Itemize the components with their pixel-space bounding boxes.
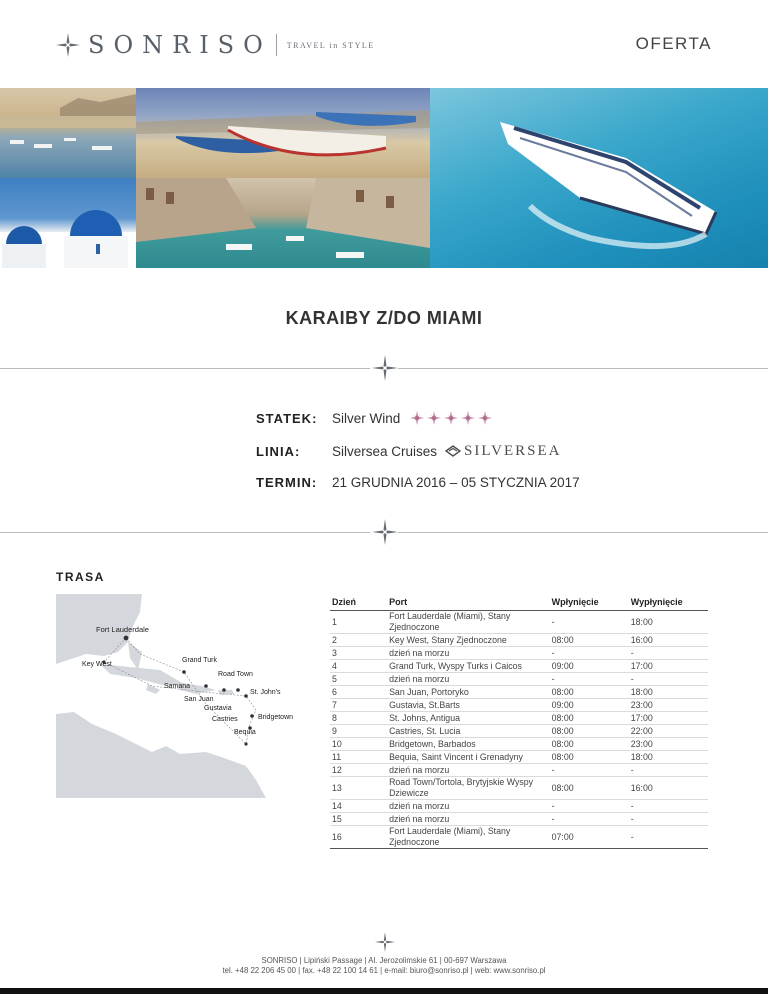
map-port-marker (250, 714, 254, 718)
offer-label: OFERTA (635, 34, 712, 53)
table-row (330, 725, 708, 738)
cell-arrival: - (551, 764, 555, 775)
rating-star-icon (461, 411, 475, 425)
ship-label: STATEK: (256, 410, 318, 426)
cell-departure: - (630, 764, 634, 775)
section-divider (0, 354, 768, 384)
cell-day: 4 (332, 660, 337, 671)
route-section-title: TRASA (56, 570, 105, 584)
brand-name: SONRISO (88, 31, 272, 59)
cell-day: 8 (332, 712, 337, 723)
compass-star-icon (56, 33, 80, 57)
cell-arrival: 08:00 (551, 686, 574, 697)
cell-day: 16 (332, 831, 342, 842)
map-port-marker (244, 742, 247, 745)
term-row (256, 471, 580, 493)
cell-port: dzień na morzu (389, 647, 450, 658)
table-row (330, 813, 708, 826)
table-row (330, 673, 708, 686)
silversea-mark-icon (445, 445, 461, 457)
cell-port: Fort Lauderdale (Miami), Stany Zjednoczone (389, 611, 511, 632)
page-header (0, 0, 768, 88)
fishing-boats-photo (136, 88, 430, 178)
cell-day: 9 (332, 725, 337, 736)
cell-arrival: 08:00 (551, 634, 574, 645)
line-value: Silversea Cruises (332, 443, 438, 459)
cell-arrival: 07:00 (551, 831, 574, 842)
cell-arrival: - (551, 813, 555, 824)
cell-day: 7 (332, 699, 337, 710)
cell-day: 11 (332, 751, 342, 762)
cell-departure: 18:00 (630, 686, 653, 697)
line-label: LINIA: (256, 443, 301, 459)
map-label-castries: Castries (212, 716, 238, 723)
table-row (330, 751, 708, 764)
cell-arrival: 09:00 (551, 699, 574, 710)
cell-day: 1 (332, 616, 337, 627)
ship-rating (410, 411, 495, 425)
table-row (330, 712, 708, 725)
cell-port: San Juan, Portoryko (389, 686, 469, 697)
cell-departure: - (630, 813, 634, 824)
rating-star-icon (478, 411, 492, 425)
map-label-samana: Samana (164, 683, 191, 690)
cell-port: St. Johns, Antigua (389, 712, 460, 723)
cell-arrival: 09:00 (551, 660, 574, 671)
footer-contact: tel. +48 22 206 45 00 | fax. +48 22 100 14 61 | e-mail: biuro@sonriso.pl | web: www.sonriso.pl (222, 966, 546, 975)
map-port-marker (222, 688, 226, 692)
rating-star-icon (410, 411, 424, 425)
column-header-departure: Wypłynięcie (629, 596, 708, 611)
cell-arrival: - (551, 616, 555, 627)
table-row (330, 634, 708, 647)
table-row (330, 611, 708, 634)
cell-port: Road Town/Tortola, Brytyjskie Wyspy Dziewicze (389, 777, 534, 798)
map-port-marker (236, 688, 240, 692)
cell-departure: 18:00 (630, 751, 653, 762)
cell-arrival: - (551, 800, 555, 811)
cell-day: 10 (332, 738, 342, 749)
map-label-fort-lauderdale: Fort Lauderdale (96, 625, 149, 634)
footer-address: SONRISO | Lipiński Passage | Al. Jerozolimskie 61 | 00-697 Warszawa (261, 956, 507, 965)
cell-arrival: - (551, 647, 555, 658)
logo-divider (276, 34, 277, 56)
cell-arrival: 08:00 (551, 782, 574, 793)
cell-departure: - (630, 831, 634, 842)
cell-port: dzień na morzu (389, 673, 450, 684)
photo-collage (0, 88, 768, 268)
table-row (330, 826, 708, 849)
cell-departure: 18:00 (630, 616, 653, 627)
table-row (330, 764, 708, 777)
cruise-ship-photo (430, 88, 768, 268)
ship-row (256, 407, 495, 429)
column-header-day: Dzień (330, 596, 387, 611)
column-header-port: Port (387, 596, 550, 611)
map-label-san-juan: San Juan (184, 696, 214, 703)
itinerary-table (330, 596, 708, 849)
cell-port: dzień na morzu (389, 764, 450, 775)
cell-day: 5 (332, 673, 337, 684)
map-label-road-town: Road Town (218, 671, 253, 678)
table-row (330, 647, 708, 660)
term-value: 21 GRUDNIA 2016 – 05 STYCZNIA 2017 (332, 474, 580, 490)
table-row (330, 738, 708, 751)
silversea-wordmark: SILVERSEA (464, 442, 562, 459)
cell-day: 2 (332, 634, 337, 645)
cell-day: 3 (332, 647, 337, 658)
cell-departure: 16:00 (630, 634, 653, 645)
page-footer (0, 956, 768, 976)
silversea-logo (445, 443, 561, 460)
cell-arrival: 08:00 (551, 738, 574, 749)
table-header-row (330, 596, 708, 611)
santorini-photo (0, 178, 136, 268)
map-label-st-johns: St. John's (250, 689, 281, 696)
footer-bar (0, 988, 768, 994)
rating-star-icon (444, 411, 458, 425)
column-header-arrival: Wpłynięcie (550, 596, 629, 611)
cell-departure: - (630, 673, 634, 684)
map-port-marker (182, 670, 186, 674)
cell-port: Castries, St. Lucia (389, 725, 461, 736)
cell-departure: 17:00 (630, 712, 653, 723)
cell-arrival: 08:00 (551, 712, 574, 723)
compass-star-icon (372, 355, 398, 381)
map-label-bequia: Bequia (234, 729, 256, 736)
compass-star-icon (372, 519, 398, 545)
table-row (330, 699, 708, 712)
map-label-bridgetown: Bridgetown (258, 714, 294, 721)
cell-departure: - (630, 800, 634, 811)
section-divider (0, 518, 768, 548)
table-row (330, 686, 708, 699)
cell-arrival: 08:00 (551, 751, 574, 762)
cell-day: 13 (332, 782, 342, 793)
table-row (330, 660, 708, 673)
itinerary-rows (330, 611, 708, 849)
map-label-gustavia: Gustavia (204, 705, 232, 712)
cell-departure: 23:00 (630, 699, 653, 710)
cell-departure: - (630, 647, 634, 658)
cell-port: dzień na morzu (389, 800, 450, 811)
harbor-photo (0, 88, 136, 178)
cell-departure: 17:00 (630, 660, 653, 671)
table-row (330, 777, 708, 800)
cell-departure: 16:00 (630, 782, 653, 793)
cell-arrival: - (551, 673, 555, 684)
map-label-grand-turk: Grand Turk (182, 657, 218, 664)
cell-departure: 22:00 (630, 725, 653, 736)
compass-star-icon (375, 932, 395, 952)
ship-value: Silver Wind (332, 410, 401, 426)
cell-day: 14 (332, 800, 342, 811)
page-title: KARAIBY Z/DO MIAMI (285, 308, 483, 328)
map-port-marker (244, 694, 248, 698)
cell-day: 12 (332, 764, 342, 775)
map-port-marker (124, 636, 129, 641)
sonriso-logo (56, 30, 375, 60)
cell-port: Gustavia, St.Barts (389, 699, 460, 710)
route-map (56, 594, 300, 798)
rating-star-icon (427, 411, 441, 425)
term-label: TERMIN: (256, 474, 318, 490)
brand-tagline: TRAVEL in STYLE (286, 40, 375, 50)
line-row (256, 440, 562, 462)
venice-canal-photo (136, 178, 430, 268)
cell-port: Fort Lauderdale (Miami), Stany Zjednoczone (389, 826, 511, 847)
map-port-marker (204, 684, 208, 688)
cell-departure: 23:00 (630, 738, 653, 749)
cell-port: Grand Turk, Wyspy Turks i Caicos (389, 660, 522, 671)
cell-day: 15 (332, 813, 342, 824)
cell-port: Bridgetown, Barbados (389, 738, 476, 749)
cell-arrival: 08:00 (551, 725, 574, 736)
cell-day: 6 (332, 686, 337, 697)
map-label-key-west: Key West (82, 661, 112, 668)
cell-port: dzień na morzu (389, 813, 450, 824)
table-row (330, 800, 708, 813)
cell-port: Bequia, Saint Vincent i Grenadyny (389, 751, 523, 762)
cell-port: Key West, Stany Zjednoczone (389, 634, 507, 645)
